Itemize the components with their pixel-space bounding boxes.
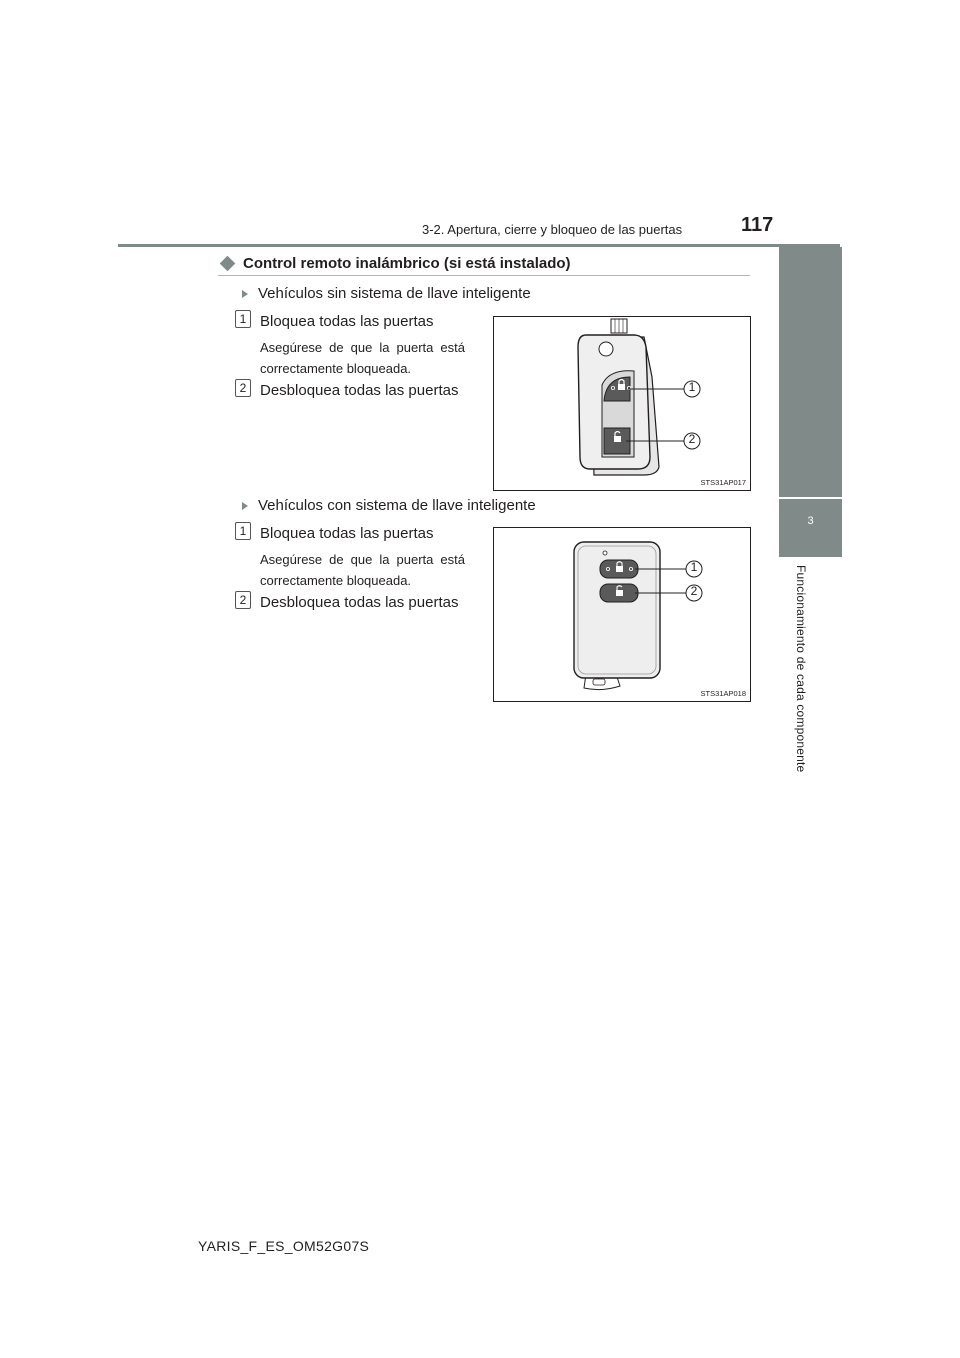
smart-key-illustration <box>494 528 750 701</box>
figure-code: STS31AP017 <box>700 478 746 487</box>
item-label: Desbloquea todas las puertas <box>260 594 459 611</box>
callout-1: 1 <box>688 380 696 394</box>
section-rule <box>218 275 750 276</box>
figure-smart-key <box>493 527 751 702</box>
footer-doc-code: YARIS_F_ES_OM52G07S <box>198 1238 370 1254</box>
chapter-number: 3 <box>807 515 814 527</box>
section-title-text: Control remoto inalámbrico (si está instalado) <box>243 255 571 272</box>
group-heading-smart-key <box>242 497 536 514</box>
item-label: Bloquea todas las puertas <box>260 525 434 542</box>
item-label: Desbloquea todas las puertas <box>260 382 459 399</box>
section-title <box>220 255 571 272</box>
item-note: Asegúrese de que la puerta está correctamente bloqueada. <box>260 340 465 376</box>
item-number-icon: 2 <box>235 379 251 397</box>
group-heading-no-smart-key <box>242 285 531 302</box>
group-heading-text: Vehículos sin sistema de llave inteligente <box>258 285 531 302</box>
figure-code: STS31AP018 <box>700 689 746 698</box>
flip-key-illustration <box>494 317 750 490</box>
group-heading-text: Vehículos con sistema de llave inteligente <box>258 497 536 514</box>
triangle-bullet-icon <box>242 290 248 298</box>
callout-1: 1 <box>690 560 698 574</box>
item-number-icon: 1 <box>235 522 251 540</box>
item-label: Bloquea todas las puertas <box>260 313 434 330</box>
item-note: Asegúrese de que la puerta está correctamente bloqueada. <box>260 552 465 588</box>
item-number-icon: 1 <box>235 310 251 328</box>
chapter-title: Funcionamiento de cada componente <box>794 565 808 773</box>
header-rule <box>118 244 840 247</box>
triangle-bullet-icon <box>242 502 248 510</box>
running-header: 3-2. Apertura, cierre y bloqueo de las puertas <box>422 222 683 237</box>
diamond-icon <box>220 256 236 272</box>
callout-2: 2 <box>690 584 698 598</box>
side-tab-top <box>779 247 842 497</box>
callout-2: 2 <box>688 432 696 446</box>
page-number: 117 <box>741 214 774 236</box>
item-number-icon: 2 <box>235 591 251 609</box>
figure-flip-key <box>493 316 751 491</box>
